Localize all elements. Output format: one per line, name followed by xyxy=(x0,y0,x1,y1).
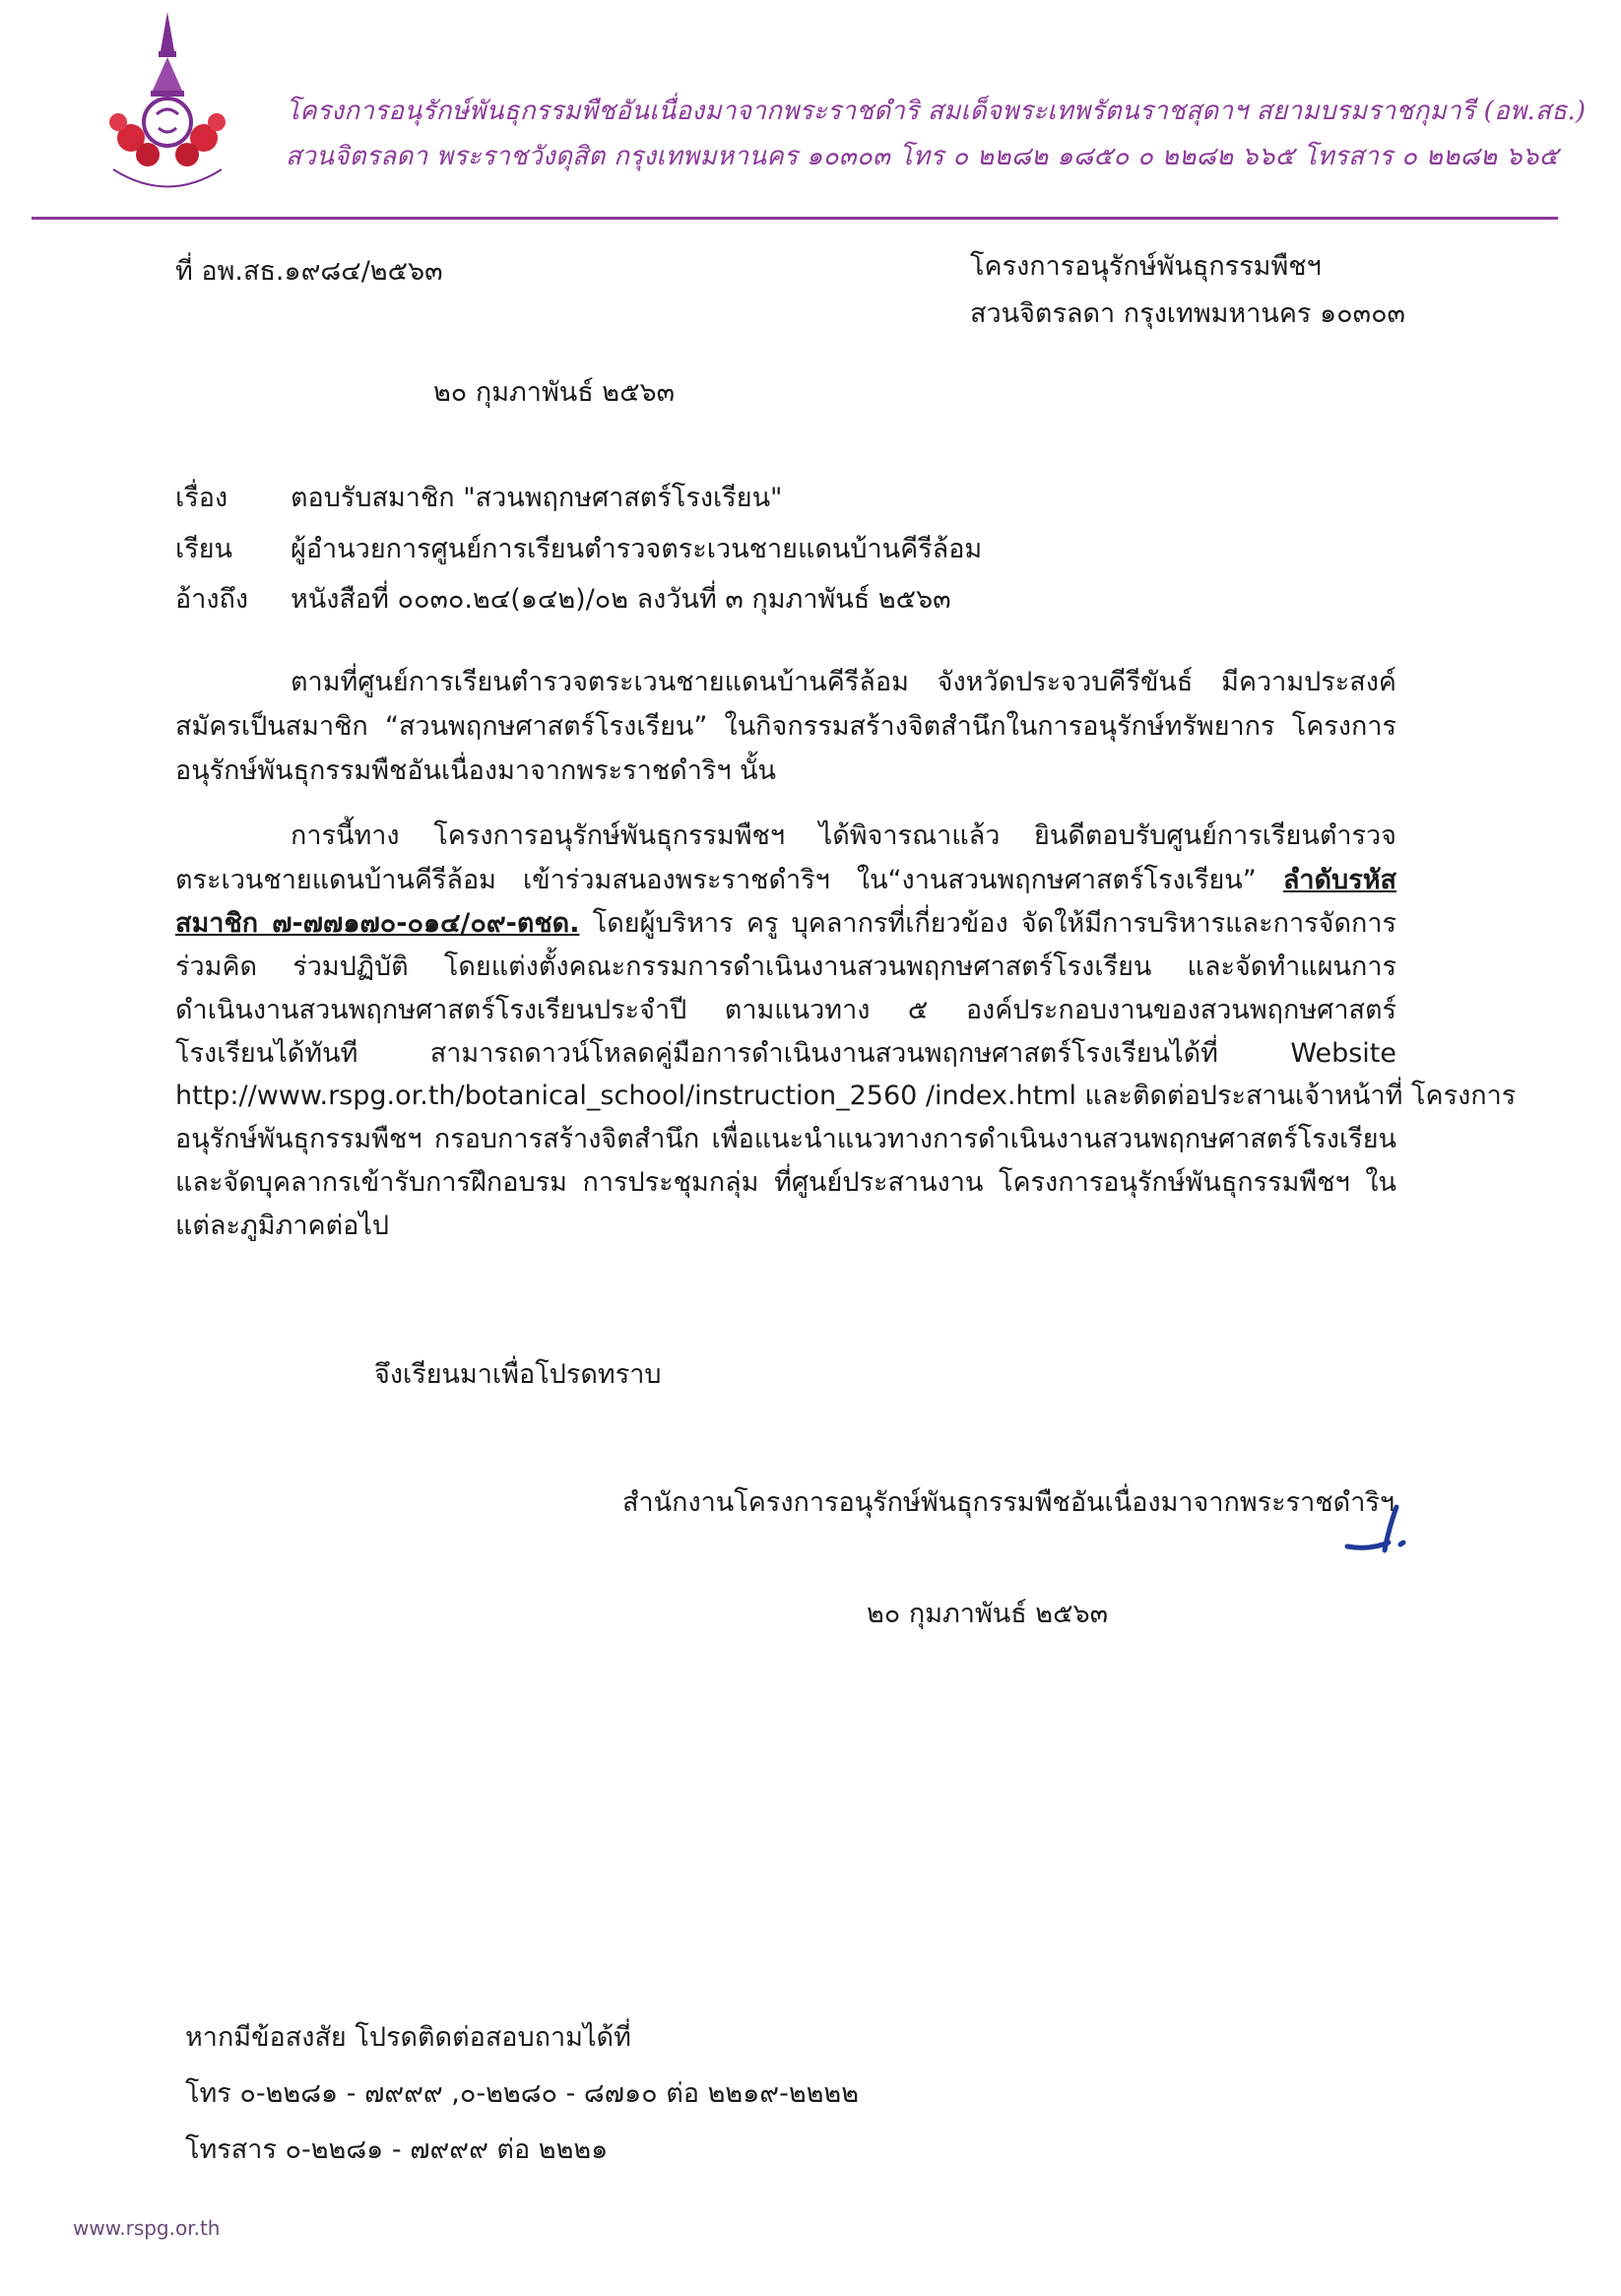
handwritten-signature xyxy=(1339,1499,1418,1558)
paragraph-2-line xyxy=(175,908,1396,940)
paragraph-2-line xyxy=(175,865,1396,896)
sender-org-line-1: โครงการอนุรักษ์พันธุกรรมพืชฯ xyxy=(970,251,1322,282)
closing-phrase: จึงเรียนมาเพื่อโปรดทราบ xyxy=(374,1359,662,1390)
paragraph-2-line: อนุรักษ์พันธุกรรมพืชฯ กรอบการสร้างจิตสำนึก เพื่อแนะนำแนวทางการดำเนินงานสวนพฤกษศาสตร์โรงเรียน xyxy=(175,1124,1396,1154)
paragraph-2-text: ตระเวนชายแดนบ้านคีรีล้อม เข้าร่วมสนองพระราชดำริฯ ใน“งานสวนพฤกษศาสตร์โรงเรียน” xyxy=(175,865,1257,895)
paragraph-1-line: สมัครเป็นสมาชิก “สวนพฤกษศาสตร์โรงเรียน” ในกิจกรรมสร้างจิตสำนึกในการอนุรักษ์ทรัพยากร โครงการ xyxy=(175,711,1396,742)
paragraph-1-line: ตามที่ศูนย์การเรียนตำรวจตระเวนชายแดนบ้านคีรีล้อม จังหวัดประจวบคีรีขันธ์ มีความประสงค์ xyxy=(291,667,1396,697)
paragraph-2-line: http://www.rspg.or.th/botanical_school/instruction_2560 /index.html และติดต่อประสานเจ้าหน้าที่ โครงการ xyxy=(175,1081,1517,1111)
recipient-value: ผู้อำนวยการศูนย์การเรียนตำรวจตระเวนชายแดนบ้านคีรีล้อม xyxy=(291,534,983,564)
member-code-label: ลำดับรหัส xyxy=(1282,865,1396,895)
footer-website: www.rspg.or.th xyxy=(73,2216,221,2240)
paragraph-2-line: แต่ละภูมิภาคต่อไป xyxy=(175,1211,390,1241)
royal-emblem-icon xyxy=(94,12,241,199)
contact-fax: โทรสาร ๐-๒๒๘๑ - ๗๙๙๙ ต่อ ๒๒๒๑ xyxy=(185,2134,609,2165)
signature-org: สำนักงานโครงการอนุรักษ์พันธุกรรมพืชอันเนื่องมาจากพระราชดำริฯ xyxy=(622,1487,1395,1518)
paragraph-2-line: การนี้ทาง โครงการอนุรักษ์พันธุกรรมพืชฯ ได้พิจารณาแล้ว ยินดีตอบรับศูนย์การเรียนตำรวจ xyxy=(291,820,1396,851)
sender-org-line-2: สวนจิตรลดา กรุงเทพมหานคร ๑๐๓๐๓ xyxy=(970,298,1406,329)
reference-value: หนังสือที่ ๐๐๓๐.๒๔(๑๔๒)/๐๒ ลงวันที่ ๓ กุมภาพันธ์ ๒๕๖๓ xyxy=(291,584,951,615)
subject-label: เรื่อง xyxy=(175,483,228,513)
subject-value: ตอบรับสมาชิก "สวนพฤกษศาสตร์โรงเรียน" xyxy=(291,483,783,513)
letterhead-line-2: สวนจิตรลดา พระราชวังดุสิต กรุงเทพมหานคร ๑๐๓๐๓ โทร ๐ ๒๒๘๒ ๑๘๕๐ ๐ ๒๒๘๒ ๖๖๕ โทรสาร ๐ ๒๒๘๒ ๖๖๕ xyxy=(286,142,1559,171)
member-code-value: สมาชิก ๗-๗๗๑๗๐-๐๑๔/๐๙-ตชด. xyxy=(175,908,580,939)
paragraph-2-line: โรงเรียนได้ทันที สามารถดาวน์โหลดคู่มือการดำเนินงานสวนพฤกษศาสตร์โรงเรียนได้ที่ Website xyxy=(175,1038,1396,1069)
paragraph-2-text: โดยผู้บริหาร ครู บุคลากรที่เกี่ยวข้อง จัดให้มีการบริหารและการจัดการ xyxy=(592,908,1396,939)
recipient-label: เรียน xyxy=(175,534,233,564)
paragraph-2-line: และจัดบุคลากรเข้ารับการฝึกอบรม การประชุมกลุ่ม ที่ศูนย์ประสานงาน โครงการอนุรักษ์พันธุกรรมพืชฯ ใน xyxy=(175,1167,1396,1198)
document-number: ที่ อพ.สธ.๑๙๘๔/๒๕๖๓ xyxy=(175,256,443,287)
contact-phone: โทร ๐-๒๒๘๑ - ๗๙๙๙ ,๐-๒๒๘๐ - ๘๗๑๐ ต่อ ๒๒๑๙-๒๒๒๒ xyxy=(185,2078,860,2109)
contact-question: หากมีข้อสงสัย โปรดติดต่อสอบถามได้ที่ xyxy=(185,2022,631,2053)
letterhead-divider xyxy=(32,217,1558,220)
paragraph-2-line: ร่วมคิด ร่วมปฏิบัติ โดยแต่งตั้งคณะกรรมการดำเนินงานสวนพฤกษศาสตร์โรงเรียน และจัดทำแผนการ xyxy=(175,951,1396,982)
letter-date: ๒๐ กุมภาพันธ์ ๒๕๖๓ xyxy=(433,377,676,408)
signature-date: ๒๐ กุมภาพันธ์ ๒๕๖๓ xyxy=(867,1599,1109,1629)
letterhead-line-1: โครงการอนุรักษ์พันธุกรรมพืชอันเนื่องมาจากพระราชดำริ สมเด็จพระเทพรัตนราชสุดาฯ สยามบรมราชกุมารี (อพ.สธ.) xyxy=(286,97,1587,126)
paragraph-2-line: ดำเนินงานสวนพฤกษศาสตร์โรงเรียนประจำปี ตามแนวทาง ๕ องค์ประกอบงานของสวนพฤกษศาสตร์ xyxy=(175,995,1396,1025)
reference-label: อ้างถึง xyxy=(175,584,249,615)
paragraph-1-line: อนุรักษ์พันธุกรรมพืชอันเนื่องมาจากพระราชดำริฯ นั้น xyxy=(175,755,777,786)
